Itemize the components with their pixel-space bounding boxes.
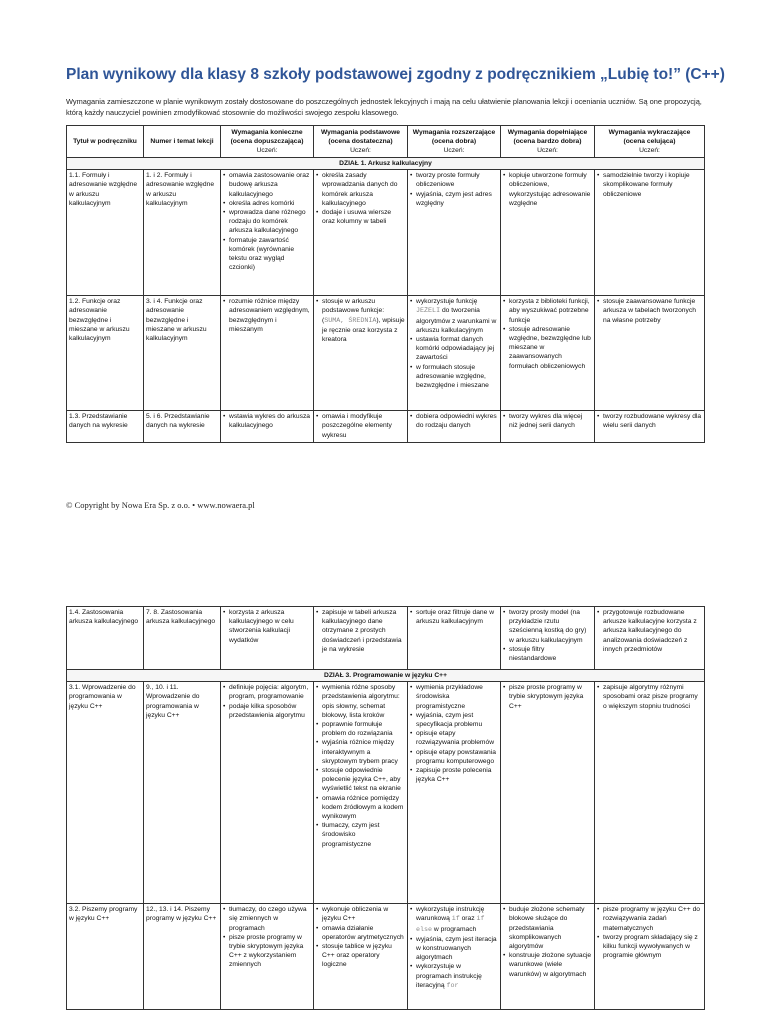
req-exceeding [595, 296, 705, 411]
list-item: • omawia i modyfikuje poszczególne elementy wykresu [316, 412, 405, 440]
req-basic [314, 170, 408, 296]
req-necessary [221, 296, 314, 411]
list-item: • korzysta z biblioteki funkcji, aby wyszukiwać potrzebne funkcje [503, 297, 592, 325]
code-text: JEŻELI [416, 307, 441, 316]
document-title: Plan wynikowy dla klasy 8 szkoły podstawowej zgodny z podręcznikiem „Lubię to!” (C++) [66, 66, 725, 83]
list-item: • wstawia wykres do arkusza kalkulacyjnego [223, 412, 311, 430]
list-item: • tworzy wykres dla więcej niż jednej serii danych [503, 412, 592, 430]
section-title: DZIAŁ 3. Programowanie w języku C++ [67, 670, 705, 682]
req-complementary [501, 904, 595, 1010]
list-item: • określa adres komórki [223, 199, 311, 208]
list-item: • kopiuje utworzone formuły obliczeniowe, wykorzystując adresowanie względne [503, 171, 592, 208]
req-exceeding [595, 682, 705, 904]
lesson-number: 12., 13. i 14. Piszemy programy w języku C++ [144, 904, 221, 1010]
list-item: • konstruuje złożone sytuacje warunkowe (wiele warunków) w algorytmach [503, 951, 592, 979]
req-basic [314, 607, 408, 670]
list-item: • stosuje odpowiednie polecenie języka C++, aby wyświetlić tekst na ekranie [316, 766, 405, 794]
copyright-footer: © Copyright by Nowa Era Sp. z o.o. • www.nowaera.pl [66, 500, 255, 510]
lesson-title: 3.2. Piszemy programy w języku C++ [67, 904, 144, 1010]
req-exceeding [595, 411, 705, 443]
list-item: • stosuje zaawansowane funkcje arkusza w tabelach tworzonych na własne potrzeby [597, 297, 702, 325]
list-item: • omawia różnice pomiędzy kodem źródłowym a kodem wynikowym [316, 794, 405, 822]
req-complementary [501, 607, 595, 670]
lesson-title: 1.3. Przedstawianie danych na wykresie [67, 411, 144, 443]
list-item: • pisze proste programy w trybie skryptowym języka C++ z wykorzystaniem zmiennych [223, 933, 311, 970]
header-cell: Wymagania dopełniające (ocena bardzo dobra) Uczeń: [501, 126, 595, 158]
list-item: • zapisuje algorytmy różnymi sposobami oraz pisze programy o większym stopniu trudności [597, 683, 702, 711]
list-item: • wymienia przykładowe środowiska programistyczne [410, 683, 498, 711]
header-cell: Wymagania rozszerzające (ocena dobra) Uczeń: [408, 126, 501, 158]
table-row [67, 296, 705, 411]
list-item: • tworzy rozbudowane wykresy dla wielu serii danych [597, 412, 702, 430]
list-item: • opisuje etapy powstawania programu komputerowego [410, 748, 498, 766]
list-item: • dodaje i usuwa wiersze oraz kolumny w tabeli [316, 208, 405, 226]
req-complementary [501, 411, 595, 443]
req-extended [408, 170, 501, 296]
section-title: DZIAŁ 1. Arkusz kalkulacyjny [67, 158, 705, 170]
req-necessary [221, 682, 314, 904]
list-item: • wyjaśnia, czym jest iteracja w konstruowanych algorytmach [410, 935, 498, 963]
list-item: • wyjaśnia, czym jest adres względny [410, 190, 498, 208]
list-item: • tworzy proste formuły obliczeniowe [410, 171, 498, 189]
req-necessary [221, 607, 314, 670]
lesson-title: 1.1. Formuły i adresowanie względne w arkuszu kalkulacyjnym [67, 170, 144, 296]
req-basic [314, 296, 408, 411]
req-extended [408, 682, 501, 904]
list-item: • omawia zastosowanie oraz budowę arkusza kalkulacyjnego [223, 171, 311, 199]
lesson-number: 7. 8. Zastosowania arkusza kalkulacyjnego [144, 607, 221, 670]
table-row [67, 607, 705, 670]
req-complementary [501, 170, 595, 296]
list-item: • wyjaśnia różnice między interaktywnym a skryptowym trybem pracy [316, 738, 405, 766]
header-cell: Wymagania podstawowe (ocena dostateczna) Uczeń: [314, 126, 408, 158]
req-basic [314, 682, 408, 904]
table-row [67, 904, 705, 1010]
intro-paragraph: Wymagania zamieszczone w planie wynikowym zostały dostosowane do poszczególnych jednostek lekcyjnych i mają na celu ułatwienie planowania lekcji i oceniania uczniów. Są one propozycją, którą każdy nauczyciel powinien zmodyfikować stosownie do możliwości swojego zespołu klasowego. [66, 97, 702, 117]
list-item: • wymienia różne sposoby przedstawienia algorytmu: opis słowny, schemat blokowy, lista kroków [316, 683, 405, 720]
list-item: • buduje złożone schematy blokowe służące do przedstawiania skomplikowanych algorytmów [503, 905, 592, 951]
list-item: • poprawnie formułuje problem do rozwiązania [316, 720, 405, 738]
req-extended [408, 411, 501, 443]
list-item: • w formułach stosuje adresowanie względne, bezwzględne i mieszane [410, 363, 498, 391]
lesson-title: 1.4. Zastosowania arkusza kalkulacyjnego [67, 607, 144, 670]
req-extended [408, 607, 501, 670]
list-item: • określa zasady wprowadzania danych do komórek arkusza kalkulacyjnego [316, 171, 405, 208]
req-extended [408, 904, 501, 1010]
lesson-number: 3. i 4. Funkcje oraz adresowanie bezwzględne i mieszane w arkuszu kalkulacyjnym [144, 296, 221, 411]
list-item: • opisuje etapy rozwiązywania problemów [410, 729, 498, 747]
lesson-number: 1. i 2. Formuły i adresowanie względne w arkuszu kalkulacyjnym [144, 170, 221, 296]
list-item: • sortuje oraz filtruje dane w arkuszu kalkulacyjnym [410, 608, 498, 626]
req-complementary [501, 682, 595, 904]
lesson-title: 1.2. Funkcje oraz adresowanie bezwzględne i mieszane w arkuszu kalkulacyjnym [67, 296, 144, 411]
req-basic [314, 904, 408, 1010]
list-item: • wykorzystuje instrukcję warunkową if oraz if else w programach [410, 905, 498, 935]
code-text: if [451, 915, 460, 924]
req-basic [314, 411, 408, 443]
list-item: • wprowadza dane różnego rodzaju do komórek arkusza kalkulacyjnego [223, 208, 311, 236]
req-exceeding [595, 904, 705, 1010]
list-item: • stosuje w arkuszu podstawowe funkcje: (SUMA, ŚREDNIA), wpisuje je ręcznie oraz korzysta z kreatora [316, 297, 405, 344]
table-row [67, 170, 705, 296]
lesson-number: 5. i 6. Przedstawianie danych na wykresie [144, 411, 221, 443]
list-item: • stosuje tablice w języku C++ oraz operatory logiczne [316, 942, 405, 970]
code-text: for [446, 981, 459, 990]
section-row [67, 670, 705, 682]
list-item: • ustawia format danych komórki odpowiadający jej zawartości [410, 335, 498, 363]
list-item: • podaje kilka sposobów przedstawienia algorytmu [223, 702, 311, 720]
list-item: • wyjaśnia, czym jest specyfikacja problemu [410, 711, 498, 729]
requirements-table-page-1 [66, 125, 705, 443]
req-necessary [221, 170, 314, 296]
list-item: • zapisuje w tabeli arkusza kalkulacyjnego dane otrzymane z prostych doświadczeń i przedstawia je na wykresie [316, 608, 405, 654]
list-item: • dobiera odpowiedni wykres do rodzaju danych [410, 412, 498, 430]
table-row [67, 682, 705, 904]
section-row [67, 158, 705, 170]
header-cell: Tytuł w podręczniku [67, 126, 144, 158]
list-item: • tłumaczy, do czego używa się zmiennych w programach [223, 905, 311, 933]
list-item: • przygotowuje rozbudowane arkusze kalkulacyjne korzysta z arkusza kalkulacyjnego do analizowania doświadczeń z innych przedmiotów [597, 608, 702, 654]
list-item: • tłumaczy, czym jest środowisko programistyczne [316, 821, 405, 849]
req-necessary [221, 904, 314, 1010]
list-item: • tworzy prosty model (na przykładzie rzutu sześcienną kostką do gry) w arkuszu kalkulacyjnym [503, 608, 592, 645]
header-cell: Numer i temat lekcji [144, 126, 221, 158]
header-cell: Wymagania wykraczające (ocena celująca) Uczeń: [595, 126, 705, 158]
list-item: • wykonuje obliczenia w języku C++ [316, 905, 405, 923]
list-item: • zapisuje proste polecenia języka C++ [410, 766, 498, 784]
list-item: • stosuje filtry niestandardowe [503, 645, 592, 663]
req-extended [408, 296, 501, 411]
list-item: • omawia działanie operatorów arytmetycznych [316, 924, 405, 942]
list-item: • samodzielnie tworzy i kopiuje skomplikowane formuły obliczeniowe [597, 171, 702, 199]
code-text: if else [416, 915, 485, 934]
table-row [67, 411, 705, 443]
req-exceeding [595, 607, 705, 670]
requirements-table-page-2 [66, 606, 705, 1010]
list-item: • formatuje zawartość komórek (wyrównanie tekstu oraz wygląd czcionki) [223, 236, 311, 273]
list-item: • wykorzystuje w programach instrukcję iteracyjną for [410, 962, 498, 991]
list-item: • rozumie różnice między adresowaniem względnym, bezwzględnym i mieszanym [223, 297, 311, 334]
code-text: SUMA, ŚREDNIA [324, 316, 377, 325]
list-item: • pisze proste programy w trybie skryptowym języka C++ [503, 683, 592, 711]
table-header-row [67, 126, 705, 158]
list-item: • stosuje adresowanie względne, bezwzględne lub mieszane w zaawansowanych formułach obliczeniowych [503, 325, 592, 371]
list-item: • tworzy program składający się z kilku funkcji wywoływanych w programie głównym [597, 933, 702, 961]
lesson-title: 3.1. Wprowadzenie do programowania w języku C++ [67, 682, 144, 904]
list-item: • korzysta z arkusza kalkulacyjnego w celu stworzenia kalkulacji wydatków [223, 608, 311, 645]
list-item: • pisze programy w języku C++ do rozwiązywania zadań matematycznych [597, 905, 702, 933]
req-exceeding [595, 170, 705, 296]
list-item: • wykorzystuje funkcję JEŻELI do tworzenia algorytmów z warunkami w arkuszu kalkulacyjnym [410, 297, 498, 335]
req-complementary [501, 296, 595, 411]
header-cell: Wymagania konieczne (ocena dopuszczająca) Uczeń: [221, 126, 314, 158]
list-item: • definiuje pojęcia: algorytm, program, programowanie [223, 683, 311, 701]
req-necessary [221, 411, 314, 443]
lesson-number: 9., 10. i 11. Wprowadzenie do programowania w języku C++ [144, 682, 221, 904]
